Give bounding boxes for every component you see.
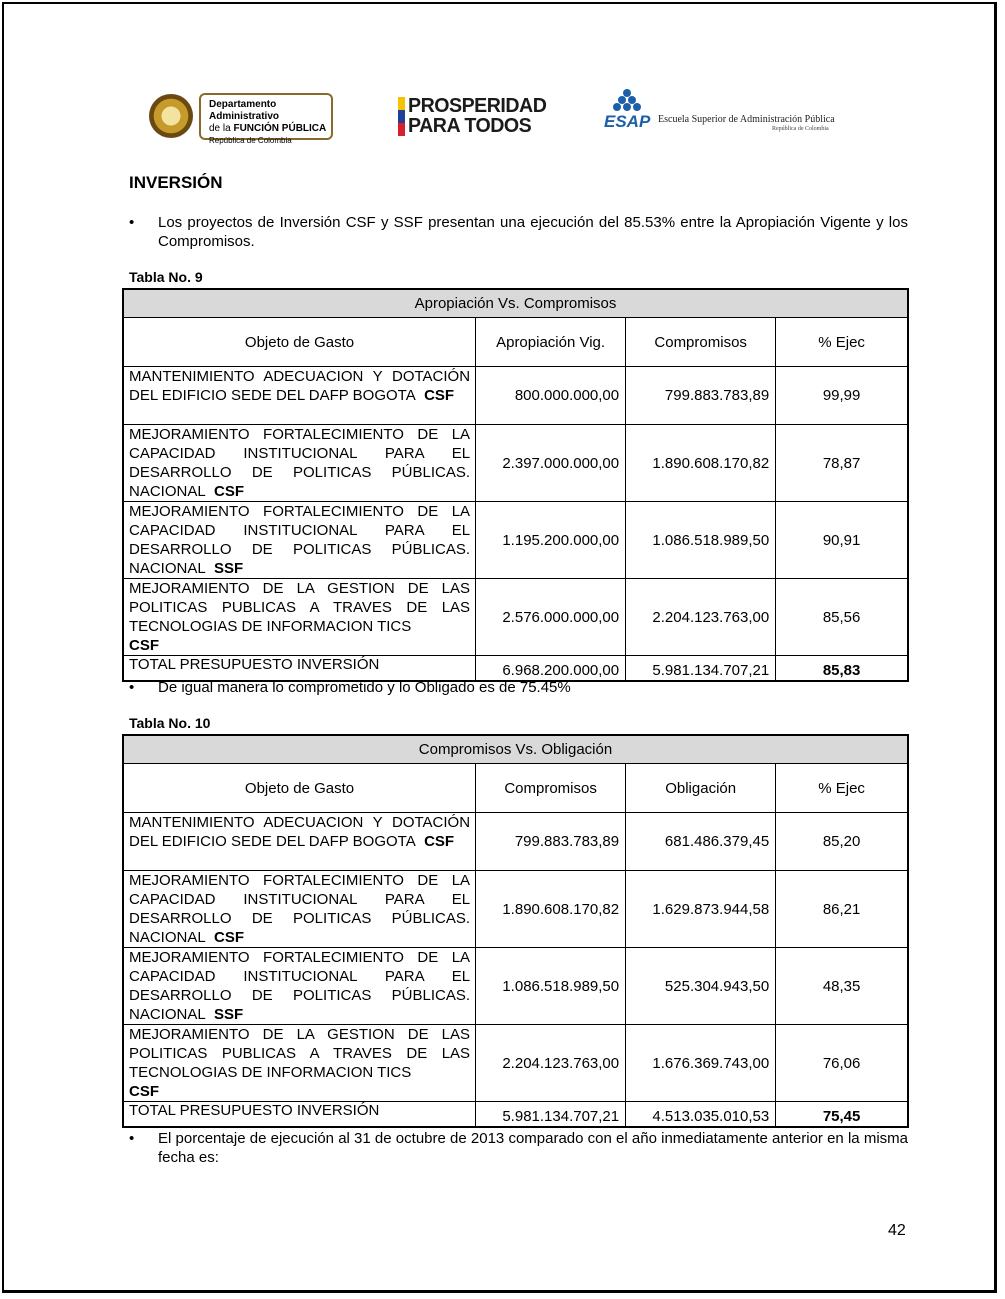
table-cell-objeto (123, 367, 476, 425)
dafp-line2-bold: FUNCIÓN PÚBLICA (233, 123, 327, 134)
dafp-line1: Departamento Administrativo (209, 99, 280, 122)
table-cell-objeto (123, 871, 476, 948)
table-row (123, 425, 908, 502)
table10-col-header: % Ejec (776, 764, 908, 813)
table-cell-value: 1.676.369.743,00 (626, 1025, 776, 1102)
table9-col-header: % Ejec (776, 318, 908, 367)
objeto-text: MEJORAMIENTO FORTALECIMIENTO DE LA CAPACIDAD INSTITUCIONAL PARA EL DESARROLLO DE POLITICAS PÚBLICAS. NACIONAL (129, 872, 471, 946)
table-row (123, 579, 908, 656)
dafp-line2-prefix: de la (209, 123, 234, 134)
table-cell-value: 681.486.379,45 (626, 813, 776, 871)
table-total-row (123, 1102, 908, 1128)
bullet-dot: • (129, 1130, 135, 1147)
table-cell-value: 1.890.608.170,82 (626, 425, 776, 502)
bullet-text: De igual manera lo comprometido y lo Obligado es de 75.45% (158, 679, 571, 696)
colombia-seal-icon (149, 94, 193, 138)
table-cell-value: 525.304.943,50 (626, 948, 776, 1025)
objeto-tag: CSF (129, 1083, 159, 1100)
total-value: 5.981.134.707,21 (476, 1102, 626, 1128)
table-row (123, 871, 908, 948)
bullet-text: El porcentaje de ejecución al 31 de octubre de 2013 comparado con el año inmediatamente anterior en la misma fecha es: (158, 1130, 908, 1166)
table-cell-value: 1.086.518.989,50 (626, 502, 776, 579)
section-heading: INVERSIÓN (129, 173, 223, 192)
table-cell-value: 2.576.000.000,00 (476, 579, 626, 656)
prosperidad-red-bar (398, 123, 405, 136)
dafp-line2 (209, 123, 331, 135)
total-value: 4.513.035.010,53 (626, 1102, 776, 1128)
table-row (123, 367, 908, 425)
table10-title: Compromisos Vs. Obligación (123, 735, 908, 764)
table-cell-value: 1.890.608.170,82 (476, 871, 626, 948)
dafp-line3: República de Colombia (209, 136, 292, 145)
objeto-text: MEJORAMIENTO FORTALECIMIENTO DE LA CAPACIDAD INSTITUCIONAL PARA EL DESARROLLO DE POLITICAS PÚBLICAS. NACIONAL (129, 503, 471, 577)
table-cell-pct: 85,20 (776, 813, 908, 871)
table10-col-header: Compromisos (476, 764, 626, 813)
total-value: 5.981.134.707,21 (626, 656, 776, 682)
table-cell-pct: 85,56 (776, 579, 908, 656)
table9-col-header: Objeto de Gasto (123, 318, 476, 367)
bullet-dot: • (129, 214, 135, 231)
table-cell-objeto (123, 948, 476, 1025)
table-cell-value: 1.629.873.944,58 (626, 871, 776, 948)
objeto-text: MEJORAMIENTO FORTALECIMIENTO DE LA CAPACIDAD INSTITUCIONAL PARA EL DESARROLLO DE POLITICAS PÚBLICAS. NACIONAL (129, 426, 471, 500)
table-cell-value: 799.883.783,89 (476, 813, 626, 871)
objeto-tag: SSF (214, 1006, 244, 1023)
total-label: TOTAL PRESUPUESTO INVERSIÓN (123, 1102, 476, 1128)
total-pct: 85,83 (776, 656, 908, 682)
objeto-tag: SSF (214, 560, 244, 577)
table-cell-objeto (123, 813, 476, 871)
dafp-logo-box (199, 93, 333, 145)
esap-dots-icon (602, 88, 652, 114)
objeto-tag: CSF (424, 833, 455, 850)
table9-col-header: Compromisos (626, 318, 776, 367)
table9 (122, 288, 909, 682)
table-cell-pct: 76,06 (776, 1025, 908, 1102)
objeto-text: MANTENIMIENTO ADECUACION Y DOTACIÓN DEL EDIFICIO SEDE DEL DAFP BOGOTA (129, 368, 471, 404)
prosperidad-blue-bar (398, 110, 405, 123)
table10 (122, 734, 909, 1128)
prosperidad-yellow-bar (398, 97, 405, 110)
total-pct: 75,45 (776, 1102, 908, 1128)
table-cell-pct: 86,21 (776, 871, 908, 948)
esap-acronym: ESAP (604, 112, 651, 131)
table-row (123, 1025, 908, 1102)
prosperidad-logo (398, 97, 550, 137)
esap-subtitle: República de Colombia (772, 126, 829, 132)
table9-label: Tabla No. 9 (129, 269, 203, 285)
table-cell-objeto (123, 502, 476, 579)
table10-col-header: Obligación (626, 764, 776, 813)
objeto-tag: CSF (214, 483, 245, 500)
table-cell-value: 800.000.000,00 (476, 367, 626, 425)
prosperidad-text (408, 96, 546, 136)
objeto-tag: CSF (424, 387, 455, 404)
table9-col-header: Apropiación Vig. (476, 318, 626, 367)
table-cell-pct: 99,99 (776, 367, 908, 425)
table-cell-objeto (123, 1025, 476, 1102)
objeto-text: MANTENIMIENTO ADECUACION Y DOTACIÓN DEL EDIFICIO SEDE DEL DAFP BOGOTA (129, 814, 471, 850)
table10-col-header: Objeto de Gasto (123, 764, 476, 813)
table-cell-value: 2.204.123.763,00 (476, 1025, 626, 1102)
table-cell-value: 1.195.200.000,00 (476, 502, 626, 579)
bullet-dot: • (129, 679, 135, 696)
prosperidad-line2: PARA TODOS (408, 115, 532, 137)
objeto-text: MEJORAMIENTO DE LA GESTION DE LAS POLITICAS PUBLICAS A TRAVES DE LAS TECNOLOGIAS DE INFORMACION TICS (129, 580, 471, 635)
table-cell-pct: 48,35 (776, 948, 908, 1025)
esap-logo (602, 88, 835, 138)
prosperidad-line1: PROSPERIDAD (408, 95, 547, 117)
table-cell-pct: 90,91 (776, 502, 908, 579)
esap-name: Escuela Superior de Administración Pública (658, 114, 835, 125)
table-row (123, 813, 908, 871)
table9-title: Apropiación Vs. Compromisos (123, 289, 908, 318)
table-cell-value: 799.883.783,89 (626, 367, 776, 425)
table-cell-objeto (123, 579, 476, 656)
objeto-tag: CSF (214, 929, 245, 946)
table10-label: Tabla No. 10 (129, 715, 211, 731)
objeto-text: MEJORAMIENTO FORTALECIMIENTO DE LA CAPACIDAD INSTITUCIONAL PARA EL DESARROLLO DE POLITICAS PÚBLICAS. NACIONAL (129, 949, 471, 1023)
table-cell-value: 2.397.000.000,00 (476, 425, 626, 502)
table-row (123, 948, 908, 1025)
table-cell-value: 1.086.518.989,50 (476, 948, 626, 1025)
page-number: 42 (888, 1222, 906, 1239)
objeto-text: MEJORAMIENTO DE LA GESTION DE LAS POLITICAS PUBLICAS A TRAVES DE LAS TECNOLOGIAS DE INFORMACION TICS (129, 1026, 471, 1081)
dafp-logo (145, 92, 335, 145)
table-cell-pct: 78,87 (776, 425, 908, 502)
table-cell-value: 2.204.123.763,00 (626, 579, 776, 656)
table-cell-objeto (123, 425, 476, 502)
table-row (123, 502, 908, 579)
bullet-text: Los proyectos de Inversión CSF y SSF presentan una ejecución del 85.53% entre la Apropiación Vigente y los Compromisos. (158, 214, 908, 250)
total-value: 6.968.200.000,00 (476, 656, 626, 682)
total-label: TOTAL PRESUPUESTO INVERSIÓN (123, 656, 476, 682)
objeto-tag: CSF (129, 637, 159, 654)
